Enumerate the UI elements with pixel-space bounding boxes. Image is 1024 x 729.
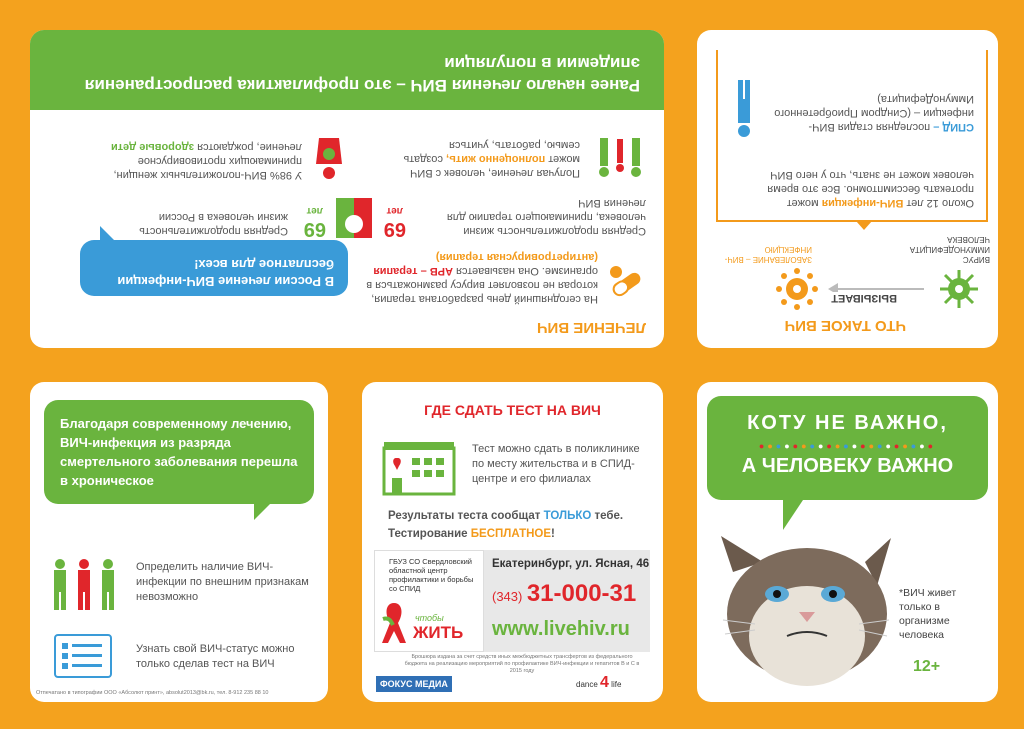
life-years-red: [384, 217, 406, 240]
life-years-green-value: 69: [303, 218, 326, 240]
what-is-hiv-panel: [697, 30, 998, 348]
phone-line: [492, 580, 636, 608]
life-years-green-unit: лет: [306, 205, 323, 216]
address: Екатеринбург, ул. Ясная, 46: [492, 558, 650, 570]
women-text: [102, 140, 302, 182]
work-text: [380, 138, 580, 180]
treatment-banner-text: Ранее начало лечения ВИЧ – это профилактика распространения эпидемии в популяции: [84, 54, 640, 95]
dance-4-digit: 4: [600, 674, 609, 691]
cat-note: *ВИЧ живет только в организме человека: [899, 587, 957, 641]
test-title: ГДЕ СДАТЬ ТЕСТ НА ВИЧ: [424, 402, 601, 418]
aids-text: [768, 92, 974, 134]
phone-number[interactable]: 31-000-31: [526, 580, 637, 607]
causes-label: ВЫЗЫВАЕТ: [828, 292, 900, 304]
life-general-text: Средняя продолжительность жизни человека в России: [139, 211, 288, 237]
test-panel: [362, 382, 663, 702]
aids-term: СПИД –: [933, 121, 974, 133]
dance-text: dance: [576, 680, 598, 689]
org-logo-box: [374, 550, 484, 652]
logo-big-text: ЖИТЬ: [413, 623, 464, 642]
treatment-panel: [30, 30, 664, 348]
person-down-icon: [730, 78, 758, 138]
aids-description: последняя стадия ВИЧ-инфекции – (Синдром Приобретенного ИммуноДефицита): [774, 93, 974, 133]
people-icon: [48, 558, 120, 612]
print-note: Отпечатано в типографии ООО «Абсолют принт», absolut2013@bk.ru, тел. 8-912 235 88 10: [36, 690, 269, 696]
cat-line-2: А ЧЕЛОВЕКУ ВАЖНО: [741, 455, 954, 477]
asymptomatic-text: [734, 168, 974, 210]
results-text-2: тебе.: [594, 510, 624, 522]
asymptomatic-text-1: Около 12 лет: [906, 197, 974, 209]
clinic-icon: [382, 440, 456, 496]
results-line: [388, 510, 623, 522]
women-text-1: У 98% ВИЧ-положительных женщин, принимающих противовирусное лечение, рождаются: [113, 141, 302, 181]
disease-label: ЗАБОЛЕВАНИЕ – ВИЧ-ИНФЕКЦИЮ: [724, 245, 812, 264]
checklist-icon: [54, 634, 112, 678]
life-years-red-value: 69: [383, 218, 406, 240]
pills-icon: [606, 264, 646, 304]
grumpy-cat-illustration: [715, 532, 895, 692]
dance4life-logo: [576, 674, 621, 692]
results-term: ТОЛЬКО: [543, 510, 592, 522]
focus-media-text: ФОКУС МЕДИА: [380, 679, 448, 689]
asymptomatic-term: ВИЧ-инфекция: [821, 197, 904, 209]
treatment-banner: [30, 30, 664, 110]
mother-child-icon: [312, 136, 346, 180]
chronic-bubble-text: Благодаря современному лечению, ВИЧ-инфекция из разряда смертельного заболевания перешла в хроническое: [60, 416, 298, 488]
contact-box: [374, 550, 650, 652]
focus-media-logo: [376, 676, 452, 692]
cat-bubble: [707, 396, 988, 500]
work-term: полноценно жить,: [446, 153, 546, 165]
free-text-1: Тестирование: [388, 528, 468, 540]
life-treated-text: Средняя продолжительность жизни человека, принимающего терапию для лечения ВИЧ: [446, 197, 646, 237]
treatment-heading: ЛЕЧЕНИЕ ВИЧ: [536, 319, 646, 336]
virus-icon-orange: [776, 268, 818, 310]
age-rating: 12+: [913, 658, 941, 675]
cat-line-1: КОТУ НЕ ВАЖНО,: [747, 412, 948, 434]
what-heading: ЧТО ТАКОЕ ВИЧ: [784, 317, 906, 334]
org-name: ГБУЗ СО Свердловский областной центр профилактики и борьбы со СПИД: [389, 557, 474, 593]
virus-icon-green: [938, 268, 980, 310]
free-term: БЕСПЛАТНОЕ: [470, 528, 552, 540]
therapy-text-2: (антиретровирусная терапия): [435, 251, 598, 263]
where-text: Тест можно сдать в поликлинике по месту жительства и в СПИД-центре и его филиалах: [472, 443, 640, 485]
site-link[interactable]: www.livehiv.ru: [492, 618, 630, 640]
chronic-panel: [30, 382, 328, 702]
cat-panel: [697, 382, 998, 702]
asymptomatic-text-2: может протекать бессимптомно. Все это время человек может не знать, что у него ВИЧ: [767, 169, 974, 209]
phone-code: (343): [492, 589, 523, 604]
work-text-2: создать семью, работать, учиться: [403, 139, 580, 165]
ribbon-icon: [379, 599, 409, 647]
free-text-2: !: [551, 528, 555, 540]
free-treatment-text: В России лечение ВИЧ-инфекции бесплатное для всех!: [117, 257, 334, 289]
family-icon: [590, 136, 646, 180]
free-line: [388, 528, 555, 540]
chronic-bubble: [44, 400, 314, 504]
sign-text: Определить наличие ВИЧ-инфекции по внешним признакам невозможно: [136, 561, 309, 603]
life-text: life: [611, 680, 622, 689]
free-treatment-bubble: [80, 240, 348, 296]
funding-note: Брошюра издана за счет средств иных межбюджетных трансфертов из федерального бюджета на реализацию мероприятий по профилактике ВИЧ-инфекции и гепатитов В и С в 2015 году: [404, 654, 640, 674]
work-text-1: Получая лечение, человек с ВИЧ может: [409, 153, 580, 179]
life-years-green: [304, 217, 326, 240]
life-years-red-unit: лет: [386, 205, 403, 216]
results-text-1: Результаты теста сообщат: [388, 510, 541, 522]
therapy-text-1: На сегодняшний день разработана терапия, которая не позволяет вирусу размножаться в организме. Она называется: [366, 265, 598, 305]
logo-small-text: чтобы: [415, 613, 444, 623]
women-term: здоровые дети: [111, 141, 195, 153]
status-text: Узнать свой ВИЧ-статус можно только сделав тест на ВИЧ: [136, 643, 295, 670]
virus-label: ВИРУС ИММУНОДЕФИЦИТА ЧЕЛОВЕКА: [909, 235, 990, 264]
therapy-term: АРВ – терапия: [373, 265, 453, 277]
bracket-tail: [856, 221, 872, 230]
therapy-text: [358, 250, 598, 306]
dots-decoration: ●●●●●●●●●●●●●●●●●●●●●: [758, 441, 937, 451]
profile-heads-icon: [334, 198, 374, 240]
